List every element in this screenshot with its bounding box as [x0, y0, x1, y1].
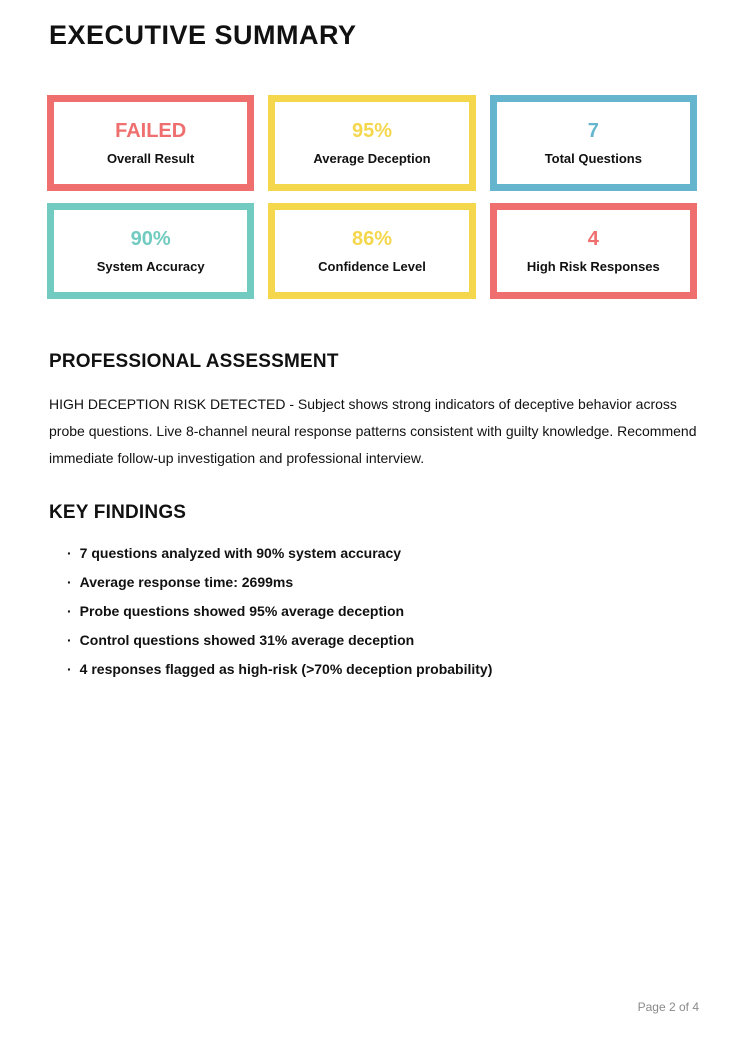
stat-value: FAILED [115, 120, 187, 142]
stat-label: High Risk Responses [526, 259, 660, 274]
stat-label: Total Questions [544, 151, 642, 166]
findings-heading: KEY FINDINGS [49, 502, 187, 523]
stat-value: 90% [130, 228, 171, 250]
list-item [67, 662, 697, 676]
stat-cards-grid [47, 95, 697, 299]
bullet-icon: · [67, 574, 72, 590]
stat-label: Average Deception [313, 151, 431, 166]
stat-card-total-questions [490, 95, 697, 191]
findings-list [67, 546, 697, 676]
bullet-icon: · [67, 603, 72, 619]
assessment-body: HIGH DECEPTION RISK DETECTED - Subject shows strong indicators of deceptive behavior across probe questions. Live 8-channel neural response patterns consistent with guilty knowledge. Recommend immediate follow-up investigation and professional interview. [49, 396, 697, 466]
bullet-icon: · [67, 661, 72, 677]
bullet-icon: · [67, 632, 72, 648]
page-title: EXECUTIVE SUMMARY [49, 20, 357, 50]
stat-label: System Accuracy [96, 259, 205, 274]
stat-card-overall-result [47, 95, 254, 191]
stat-value: 86% [351, 228, 392, 250]
finding-text: 4 responses flagged as high-risk (>70% deception probability) [79, 661, 493, 677]
stat-card-high-risk-responses [490, 203, 697, 299]
list-item [67, 575, 697, 589]
stat-label: Overall Result [106, 151, 195, 166]
stat-card-average-deception [268, 95, 475, 191]
bullet-icon: · [67, 545, 72, 561]
stat-card-system-accuracy [47, 203, 254, 299]
list-item [67, 546, 697, 560]
assessment-heading: PROFESSIONAL ASSESSMENT [49, 351, 339, 372]
finding-text: 7 questions analyzed with 90% system accuracy [79, 545, 402, 561]
stat-value: 95% [351, 120, 392, 142]
list-item [67, 604, 697, 618]
stat-card-confidence-level [268, 203, 475, 299]
stat-value: 7 [587, 120, 599, 142]
page-number: Page 2 of 4 [637, 1000, 699, 1014]
stat-label: Confidence Level [318, 259, 426, 274]
stat-value: 4 [587, 228, 599, 250]
finding-text: Control questions showed 31% average deception [79, 632, 415, 648]
finding-text: Probe questions showed 95% average deception [79, 603, 405, 619]
finding-text: Average response time: 2699ms [79, 574, 294, 590]
list-item [67, 633, 697, 647]
